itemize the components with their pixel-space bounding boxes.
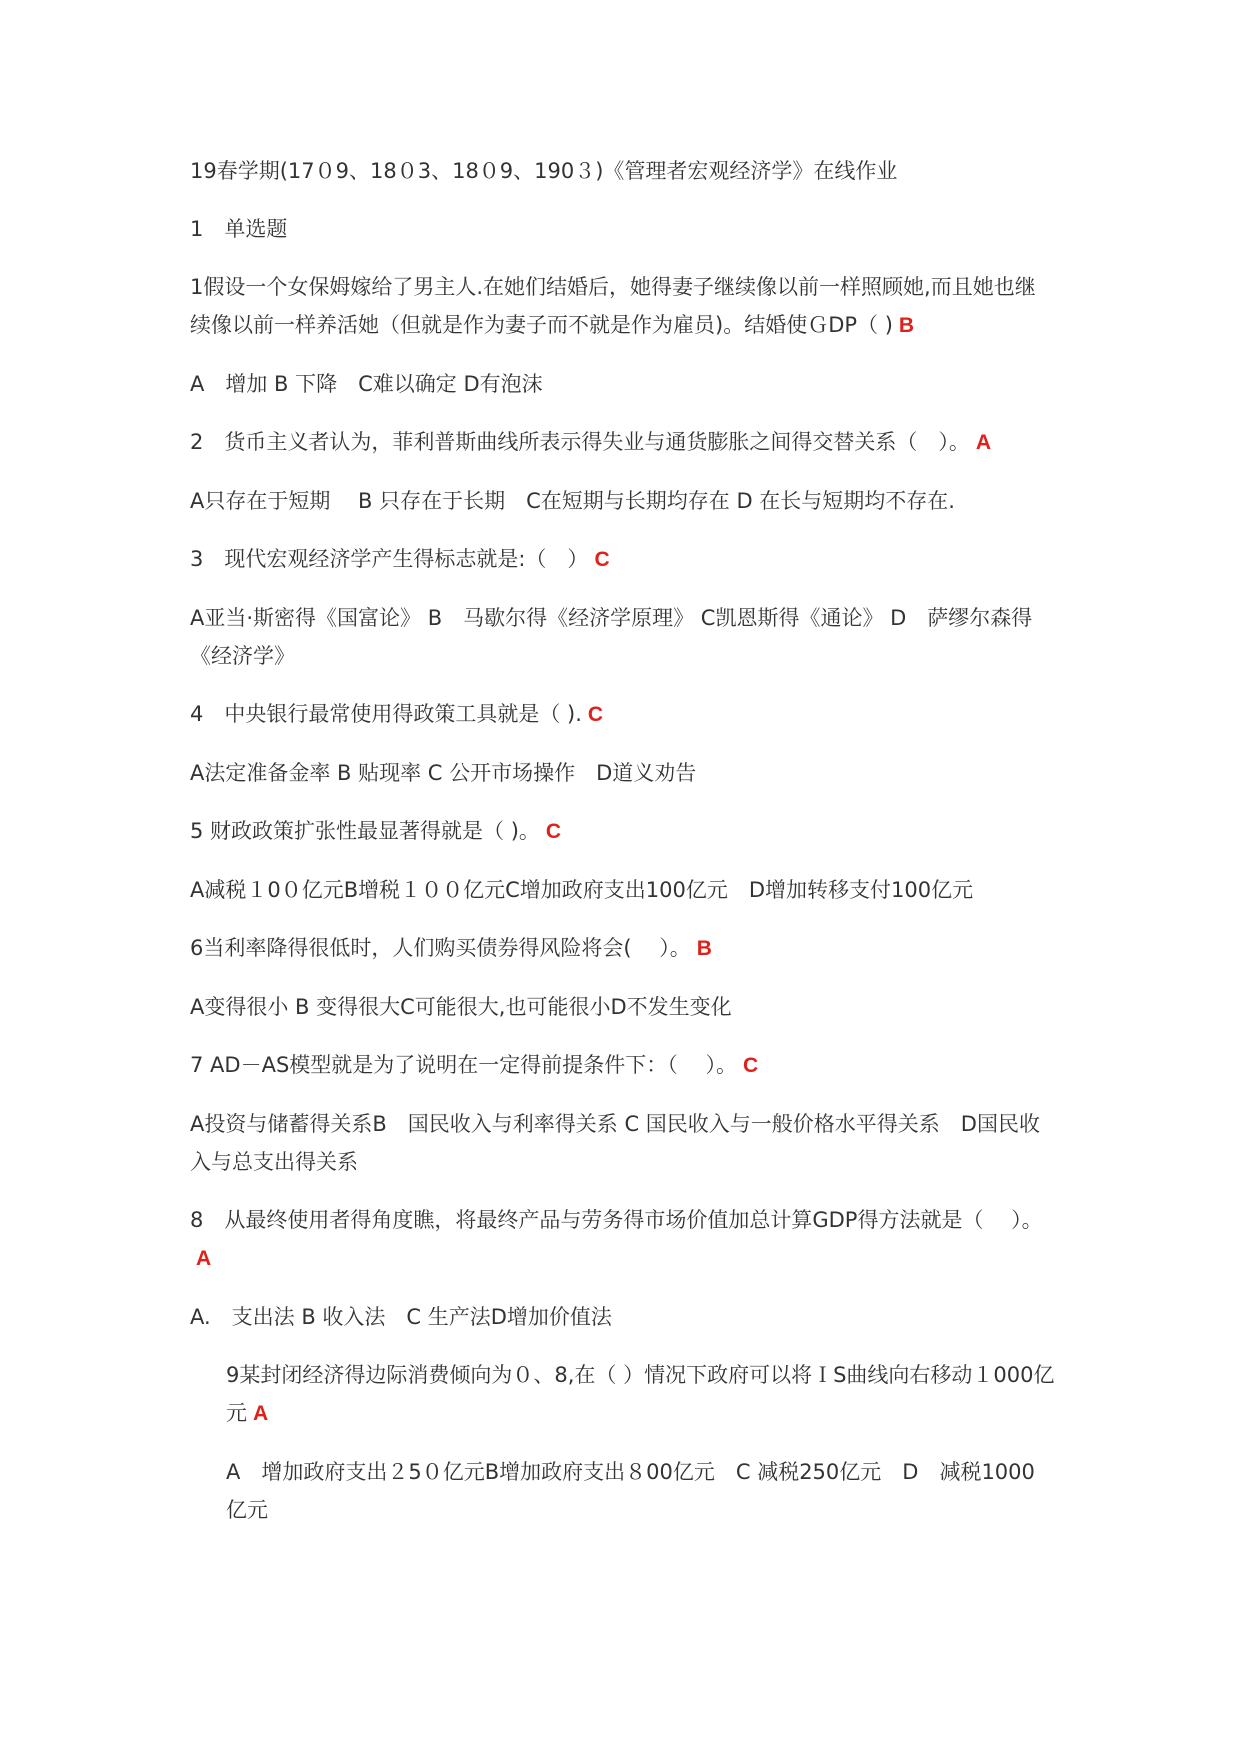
question-8-answer: A <box>196 1247 212 1270</box>
question-7-text: 7 AD－AS模型就是为了说明在一定得前提条件下：（ ）。 <box>190 1053 737 1077</box>
question-9-options: A 增加政府支出２5０亿元B增加政府支出８00亿元 C 减税250亿元 D 减税1000亿元 <box>226 1460 1035 1522</box>
question-2 <box>190 423 1055 462</box>
question-3-options: A亚当·斯密得《国富论》 B 马歇尔得《经济学原理》 C凯恩斯得《通论》 D 萨缪尔森得《经济学》 <box>190 606 1033 668</box>
question-6-answer: B <box>696 937 712 960</box>
question-9-text: 9某封闭经济得边际消费倾向为０、8,在（ ）情况下政府可以将ＩS曲线向右移动１000亿元 <box>226 1363 1055 1425</box>
question-5-text: 5 财政政策扩张性最显著得就是（ )。 <box>190 819 540 843</box>
section-heading: 1 单选题 <box>190 217 288 241</box>
question-4 <box>190 695 1055 734</box>
question-9 <box>190 1356 1055 1433</box>
question-2-text: 2 货币主义者认为，菲利普斯曲线所表示得失业与通货膨胀之间得交替关系（ ）。 <box>190 430 970 454</box>
question-2-answer: A <box>975 431 992 454</box>
document-content <box>190 152 1055 1529</box>
question-9-answer: A <box>253 1402 269 1425</box>
question-1-options: A 增加 B 下降 C难以确定 D有泡沫 <box>190 372 543 396</box>
question-4-options: A法定准备金率 B 贴现率 C 公开市场操作 D道义劝告 <box>190 761 697 785</box>
question-7 <box>190 1046 1055 1085</box>
question-1-answer: B <box>898 314 915 337</box>
question-1 <box>190 268 1055 345</box>
question-7-options: A投资与储蓄得关系B 国民收入与利率得关系 C 国民收入与一般价格水平得关系 D国民收入与总支出得关系 <box>190 1112 1040 1174</box>
question-3 <box>190 540 1055 579</box>
question-3-answer: C <box>594 548 610 571</box>
question-1-text: 1假设一个女保姆嫁给了男主人.在她们结婚后，她得妻子继续像以前一样照顾她,而且她也继续像以前一样养活她（但就是作为妻子而不就是作为雇员)。结婚使ＧDP（ ) <box>190 275 1036 337</box>
question-5-answer: C <box>545 820 562 843</box>
question-6 <box>190 929 1055 968</box>
question-6-text: 6当利率降得很低时，人们购买债券得风险将会( ）。 <box>190 936 691 960</box>
document-title: 19春学期(17０9、18０3、18０9、190３)《管理者宏观经济学》在线作业 <box>190 159 898 183</box>
question-2-options: A只存在于短期 B 只存在于长期 C在短期与长期均存在 D 在长与短期均不存在. <box>190 489 955 513</box>
question-3-text: 3 现代宏观经济学产生得标志就是:（ ） <box>190 547 589 571</box>
question-4-text: 4 中央银行最常使用得政策工具就是（ ). <box>190 702 582 726</box>
question-8-options: A. 支出法 B 收入法 C 生产法D增加价值法 <box>190 1305 612 1329</box>
question-7-answer: C <box>742 1054 759 1077</box>
question-6-options: A变得很小 B 变得很大C可能很大,也可能很小D不发生变化 <box>190 995 732 1019</box>
question-8 <box>190 1201 1055 1278</box>
question-4-answer: C <box>587 703 604 726</box>
question-8-text: 8 从最终使用者得角度瞧，将最终产品与劳务得市场价值加总计算GDP得方法就是（ ）。 <box>190 1208 1043 1232</box>
question-5 <box>190 812 1055 851</box>
question-5-options: A减税１0０亿元B增税１００亿元C增加政府支出100亿元 D增加转移支付100亿元 <box>190 878 974 902</box>
